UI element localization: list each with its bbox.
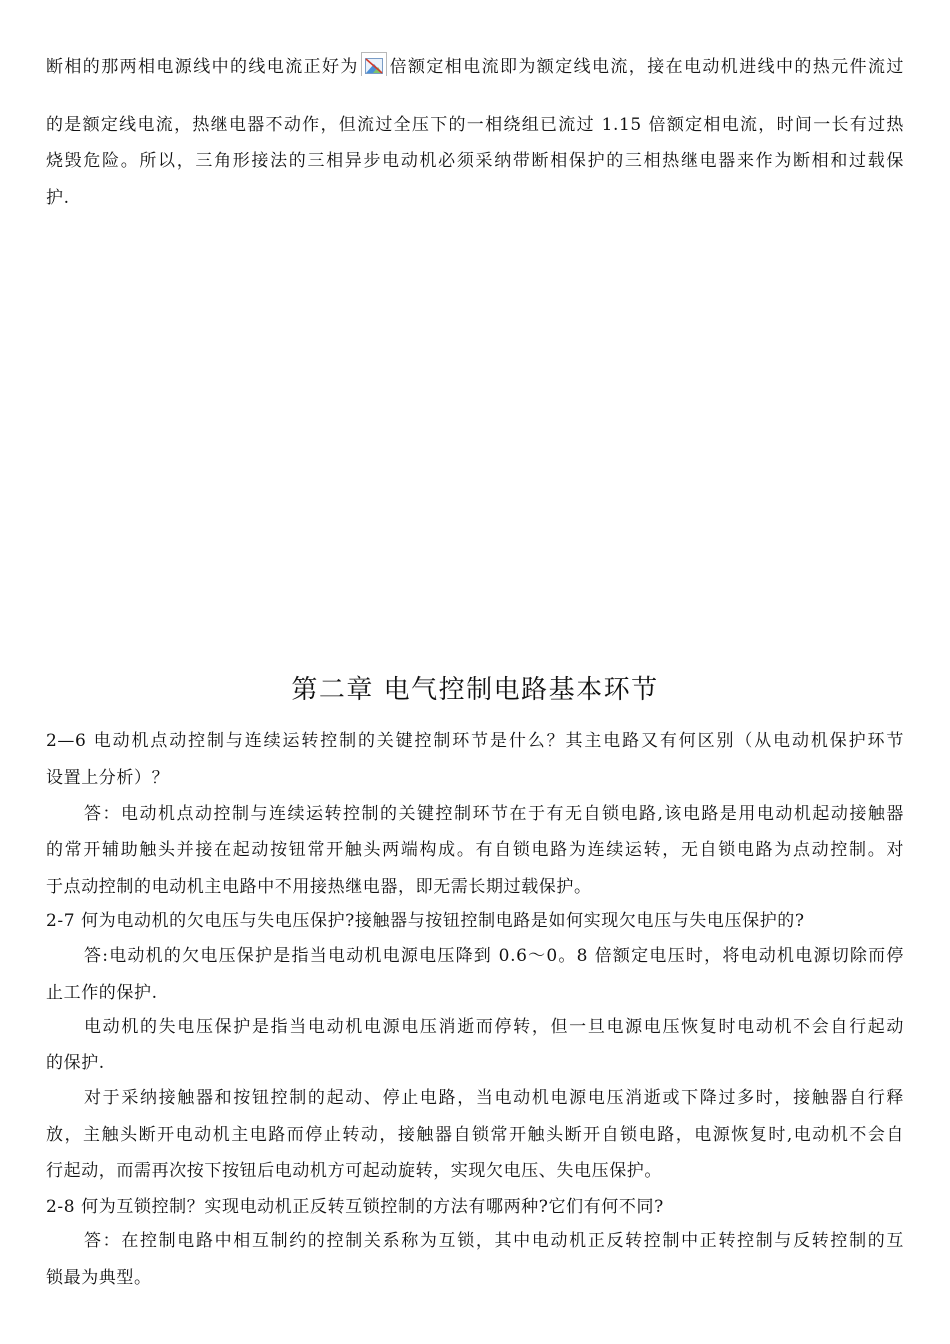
question-line: 2—6 电动机点动控制与连续运转控制的关键控制环节是什么？其主电路又有何区别（从电动机保护环节: [46, 731, 904, 751]
answer-line: 的常开辅助触头并接在起动按钮常开触头两端构成。有自锁电路为连续运转，无自锁电路为点动控制。对: [46, 840, 904, 860]
paragraph-line: 烧毁危险。所以，三角形接法的三相异步电动机必须采纳带断相保护的三相热继电器来作为断相和过载保: [46, 151, 904, 171]
answer-line: 答：电动机点动控制与连续运转控制的关键控制环节在于有无自锁电路,该电路是用电动机起动接触器: [84, 804, 904, 824]
question-line: 设置上分析）？: [46, 768, 170, 788]
question-line: 2-8 何为互锁控制？实现电动机正反转互锁控制的方法有哪两种?它们有何不同?: [46, 1197, 664, 1217]
answer-line: 止工作的保护.: [46, 983, 158, 1003]
broken-image-icon: [361, 52, 387, 76]
answer-line: 锁最为典型。: [46, 1268, 152, 1288]
paragraph-line: [46, 52, 904, 76]
answer-line: 的保护.: [46, 1053, 105, 1073]
answer-line: 电动机的失电压保护是指当电动机电源电压消逝而停转，但一旦电源电压恢复时电动机不会自行起动: [84, 1017, 904, 1037]
answer-line: 行起动，而需再次按下按钮后电动机方可起动旋转，实现欠电压、失电压保护。: [46, 1161, 662, 1181]
chapter-title: 第二章 电气控制电路基本环节: [291, 675, 659, 705]
text-segment: 倍额定相电流即为额定线电流，接在电动机进线中的热元件流过: [388, 57, 904, 76]
paragraph-line: 的是额定线电流，热继电器不动作，但流过全压下的一相绕组已流过 1.15 倍额定相电流，时间一长有过热: [46, 115, 904, 135]
answer-line: 于点动控制的电动机主电路中不用接热继电器，即无需长期过载保护。: [46, 877, 592, 897]
answer-line: 放，主触头断开电动机主电路而停止转动，接触器自锁常开触头断开自锁电路，电源恢复时,电动机不会自: [46, 1125, 904, 1145]
text-segment: 断相的那两相电源线中的线电流正好为: [46, 57, 359, 76]
paragraph-line: 护.: [46, 188, 70, 208]
answer-line: 答：在控制电路中相互制约的控制关系称为互锁，其中电动机正反转控制中正转控制与反转控制的互: [84, 1231, 904, 1251]
question-line: 2-7 何为电动机的欠电压与失电压保护?接触器与按钮控制电路是如何实现欠电压与失电压保护的?: [46, 911, 805, 931]
answer-line: 答:电动机的欠电压保护是指当电动机电源电压降到 0.6～0。8 倍额定电压时，将电动机电源切除而停: [84, 946, 904, 966]
answer-line: 对于采纳接触器和按钮控制的起动、停止电路，当电动机电源电压消逝或下降过多时，接触器自行释: [84, 1088, 904, 1108]
